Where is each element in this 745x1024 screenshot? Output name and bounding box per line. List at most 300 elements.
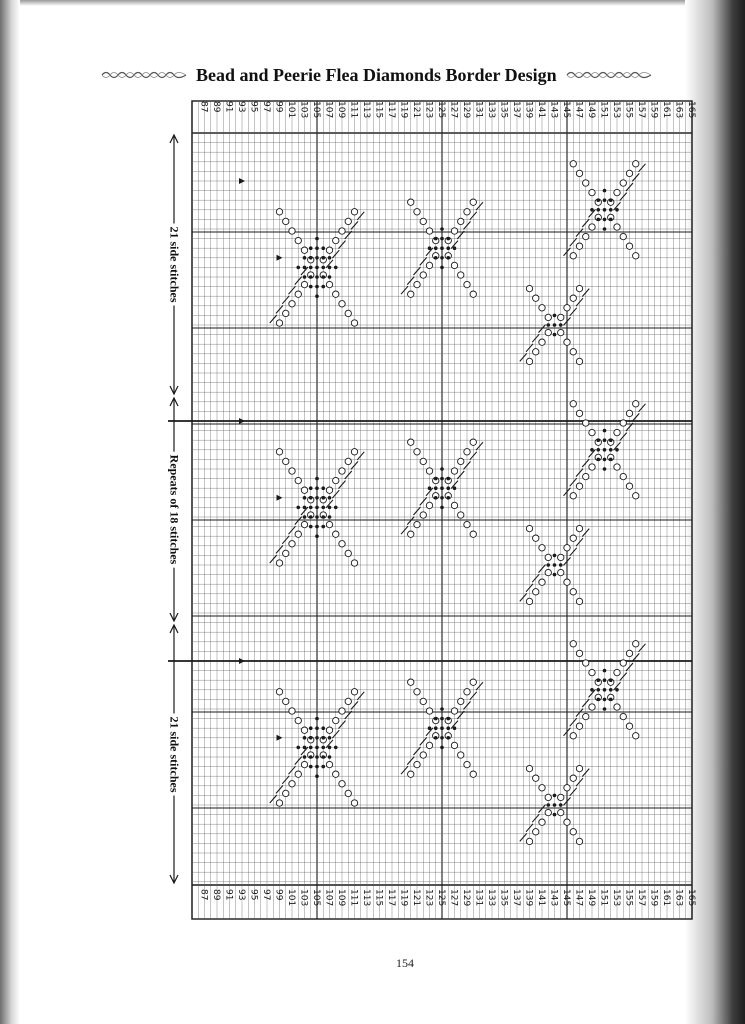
column-number-bottom: 119 — [398, 889, 409, 907]
column-number-bottom: 155 — [623, 889, 634, 907]
column-number-top: 143 — [548, 101, 559, 119]
yarn-over-symbol — [589, 669, 595, 675]
yarn-over-symbol — [570, 253, 576, 259]
bead-symbol — [609, 688, 613, 692]
column-number-top: 135 — [498, 101, 509, 119]
bead-symbol — [309, 285, 313, 289]
yarn-over-symbol — [414, 209, 420, 215]
yarn-over-symbol — [564, 819, 570, 825]
column-number-bottom: 145 — [560, 889, 571, 907]
yarn-over-symbol — [614, 669, 620, 675]
yarn-over-symbol — [289, 468, 295, 474]
column-number-bottom: 89 — [210, 889, 221, 901]
column-number-top: 161 — [660, 101, 671, 119]
column-number-top: 109 — [335, 101, 346, 119]
bead-symbol — [303, 746, 307, 750]
yarn-over-symbol — [283, 790, 289, 796]
bead-symbol — [315, 515, 319, 519]
bead-symbol — [446, 717, 450, 721]
bead-symbol — [559, 563, 563, 567]
yarn-over-symbol — [464, 521, 470, 527]
column-number-top: 95 — [248, 101, 259, 113]
bead-symbol — [303, 496, 307, 500]
yarn-over-symbol — [426, 502, 432, 508]
bead-symbol — [434, 477, 438, 481]
column-number-top: 123 — [423, 101, 434, 119]
yarn-over-symbol — [583, 180, 589, 186]
column-number-bottom: 137 — [510, 889, 521, 907]
bead-symbol — [440, 496, 444, 500]
bead-symbol — [596, 218, 600, 222]
yarn-over-symbol — [426, 262, 432, 268]
bead-symbol — [596, 458, 600, 462]
bead-symbol — [296, 266, 300, 270]
bead-symbol — [553, 803, 557, 807]
column-number-bottom: 149 — [585, 889, 596, 907]
column-number-top: 113 — [360, 101, 371, 119]
yarn-over-symbol — [420, 752, 426, 758]
yarn-over-symbol — [558, 809, 564, 815]
yarn-over-symbol — [576, 358, 582, 364]
bead-symbol — [590, 448, 594, 452]
yarn-over-symbol — [539, 339, 545, 345]
yarn-over-symbol — [414, 281, 420, 287]
yarn-over-symbol — [326, 281, 332, 287]
bead-symbol — [553, 813, 557, 817]
bead-symbol — [553, 554, 557, 558]
bead-symbol — [434, 256, 438, 260]
bead-symbol — [334, 506, 338, 510]
bead-symbol — [315, 726, 319, 730]
bead-symbol — [440, 467, 444, 471]
yarn-over-symbol — [620, 420, 626, 426]
yarn-over-symbol — [526, 525, 532, 531]
bead-symbol — [596, 448, 600, 452]
bead-symbol — [603, 707, 607, 711]
column-number-bottom: 95 — [248, 889, 259, 901]
bead-symbol — [315, 275, 319, 279]
yarn-over-symbol — [558, 314, 564, 320]
yarn-over-symbol — [283, 218, 289, 224]
yarn-over-symbol — [333, 531, 339, 537]
left-ornament-icon — [100, 69, 188, 81]
column-number-top: 139 — [523, 101, 534, 119]
column-number-top: 137 — [510, 101, 521, 119]
bead-symbol — [428, 486, 432, 490]
bead-symbol — [553, 314, 557, 318]
column-number-top: 163 — [673, 101, 684, 119]
yarn-over-symbol — [289, 541, 295, 547]
bead-symbol — [609, 208, 613, 212]
yarn-over-symbol — [301, 521, 307, 527]
bead-symbol — [440, 256, 444, 260]
column-number-bottom: 93 — [235, 889, 246, 901]
yarn-over-symbol — [526, 598, 532, 604]
yarn-over-symbol — [470, 531, 476, 537]
yarn-over-symbol — [351, 689, 357, 695]
column-number-bottom: 127 — [448, 889, 459, 907]
bead-symbol — [309, 486, 313, 490]
yarn-over-symbol — [408, 531, 414, 537]
yarn-over-symbol — [558, 569, 564, 575]
yarn-over-symbol — [539, 305, 545, 311]
bead-symbol — [309, 496, 313, 500]
yarn-over-symbol — [558, 554, 564, 560]
column-number-top: 159 — [648, 101, 659, 119]
bead-symbol — [321, 746, 325, 750]
column-number-top: 93 — [235, 101, 246, 113]
column-number-top: 127 — [448, 101, 459, 119]
bead-symbol — [446, 477, 450, 481]
column-number-bottom: 91 — [223, 889, 234, 901]
bead-symbol — [309, 515, 313, 519]
bead-symbol — [440, 227, 444, 231]
column-number-bottom: 139 — [523, 889, 534, 907]
yarn-over-symbol — [451, 502, 457, 508]
yarn-over-symbol — [420, 512, 426, 518]
bead-symbol — [603, 458, 607, 462]
yarn-over-symbol — [289, 781, 295, 787]
yarn-over-symbol — [570, 161, 576, 167]
bead-symbol — [315, 285, 319, 289]
column-number-top: 87 — [198, 101, 209, 113]
yarn-over-symbol — [614, 464, 620, 470]
bead-symbol — [603, 678, 607, 682]
yarn-over-symbol — [451, 262, 457, 268]
right-ornament-icon — [565, 69, 653, 81]
bead-symbol — [434, 726, 438, 730]
yarn-over-symbol — [345, 310, 351, 316]
bead-symbol — [328, 736, 332, 740]
chart-grid — [160, 93, 700, 923]
yarn-over-symbol — [470, 771, 476, 777]
yarn-over-symbol — [570, 589, 576, 595]
yarn-over-symbol — [545, 554, 551, 560]
bead-symbol — [546, 563, 550, 567]
column-number-bottom: 129 — [460, 889, 471, 907]
yarn-over-symbol — [626, 483, 632, 489]
yarn-over-symbol — [633, 733, 639, 739]
yarn-over-symbol — [533, 589, 539, 595]
bead-symbol — [609, 218, 613, 222]
bead-symbol — [609, 678, 613, 682]
yarn-over-symbol — [301, 761, 307, 767]
column-number-top: 157 — [635, 101, 646, 119]
bead-symbol — [603, 227, 607, 231]
bead-symbol — [296, 746, 300, 750]
yarn-over-symbol — [620, 473, 626, 479]
bead-symbol — [453, 246, 457, 250]
bead-symbol — [603, 467, 607, 471]
yarn-over-symbol — [614, 224, 620, 230]
column-number-bottom: 147 — [573, 889, 584, 907]
yarn-over-symbol — [276, 689, 282, 695]
bead-symbol — [315, 294, 319, 298]
side-label-top: 21 side stitches — [167, 224, 182, 306]
yarn-over-symbol — [408, 439, 414, 445]
bead-symbol — [603, 688, 607, 692]
page-top-shadow — [0, 0, 745, 6]
bead-symbol — [328, 755, 332, 759]
bead-symbol — [434, 496, 438, 500]
column-number-bottom: 159 — [648, 889, 659, 907]
column-number-top: 131 — [473, 101, 484, 119]
yarn-over-symbol — [426, 708, 432, 714]
yarn-over-symbol — [570, 295, 576, 301]
bead-symbol — [321, 266, 325, 270]
bead-symbol — [434, 246, 438, 250]
bead-symbol — [321, 726, 325, 730]
yarn-over-symbol — [526, 838, 532, 844]
yarn-over-symbol — [333, 771, 339, 777]
bead-symbol — [446, 486, 450, 490]
side-label-repeat: Repeats of 18 stitches — [166, 452, 181, 568]
yarn-over-symbol — [570, 493, 576, 499]
yarn-over-symbol — [564, 339, 570, 345]
yarn-over-symbol — [276, 209, 282, 215]
yarn-over-symbol — [533, 295, 539, 301]
yarn-over-symbol — [583, 713, 589, 719]
yarn-over-symbol — [345, 790, 351, 796]
bead-symbol — [603, 189, 607, 193]
bead-symbol — [309, 736, 313, 740]
yarn-over-symbol — [576, 723, 582, 729]
bead-symbol — [603, 208, 607, 212]
bead-symbol — [615, 208, 619, 212]
yarn-over-symbol — [339, 781, 345, 787]
yarn-over-symbol — [589, 224, 595, 230]
column-number-bottom: 99 — [273, 889, 284, 901]
yarn-over-symbol — [451, 228, 457, 234]
bead-symbol — [596, 688, 600, 692]
yarn-over-symbol — [576, 285, 582, 291]
yarn-over-symbol — [570, 733, 576, 739]
bead-symbol — [559, 323, 563, 327]
column-number-top: 155 — [623, 101, 634, 119]
column-number-bottom: 103 — [298, 889, 309, 907]
column-number-top: 151 — [598, 101, 609, 119]
yarn-over-symbol — [295, 717, 301, 723]
bead-symbol — [596, 198, 600, 202]
column-number-bottom: 133 — [485, 889, 496, 907]
bead-symbol — [303, 736, 307, 740]
bead-symbol — [328, 496, 332, 500]
bead-symbol — [315, 717, 319, 721]
yarn-over-symbol — [545, 329, 551, 335]
yarn-over-symbol — [526, 285, 532, 291]
bead-symbol — [303, 506, 307, 510]
yarn-over-symbol — [583, 233, 589, 239]
bead-symbol — [603, 198, 607, 202]
yarn-over-symbol — [620, 713, 626, 719]
bead-symbol — [609, 458, 613, 462]
bead-symbol — [440, 736, 444, 740]
yarn-over-symbol — [408, 679, 414, 685]
yarn-over-symbol — [289, 708, 295, 714]
bead-symbol — [328, 256, 332, 260]
yarn-over-symbol — [458, 272, 464, 278]
bead-symbol — [434, 237, 438, 241]
yarn-over-symbol — [289, 228, 295, 234]
bead-symbol — [446, 496, 450, 500]
yarn-over-symbol — [414, 761, 420, 767]
bead-symbol — [309, 525, 313, 529]
yarn-over-symbol — [295, 291, 301, 297]
column-number-bottom: 151 — [598, 889, 609, 907]
yarn-over-symbol — [458, 698, 464, 704]
yarn-over-symbol — [289, 301, 295, 307]
yarn-over-symbol — [589, 189, 595, 195]
bead-symbol — [428, 726, 432, 730]
yarn-over-symbol — [301, 487, 307, 493]
side-label-bottom: 21 side stitches — [167, 713, 182, 795]
yarn-over-symbol — [626, 243, 632, 249]
yarn-over-symbol — [283, 458, 289, 464]
bead-symbol — [590, 208, 594, 212]
yarn-over-symbol — [408, 291, 414, 297]
bead-symbol — [315, 774, 319, 778]
bead-symbol — [603, 429, 607, 433]
bead-symbol — [315, 486, 319, 490]
yarn-over-symbol — [583, 473, 589, 479]
bead-symbol — [596, 438, 600, 442]
column-number-top: 153 — [610, 101, 621, 119]
bead-symbol — [446, 237, 450, 241]
bead-symbol — [609, 438, 613, 442]
bead-symbol — [315, 266, 319, 270]
yarn-over-symbol — [614, 189, 620, 195]
yarn-over-symbol — [558, 329, 564, 335]
column-number-bottom: 97 — [260, 889, 271, 901]
yarn-over-symbol — [545, 314, 551, 320]
yarn-over-symbol — [301, 247, 307, 253]
bead-symbol — [315, 246, 319, 250]
bead-symbol — [596, 678, 600, 682]
bead-symbol — [321, 275, 325, 279]
bead-symbol — [428, 246, 432, 250]
bead-symbol — [321, 486, 325, 490]
yarn-over-symbol — [326, 761, 332, 767]
bead-symbol — [321, 496, 325, 500]
yarn-over-symbol — [295, 771, 301, 777]
bead-symbol — [546, 803, 550, 807]
yarn-over-symbol — [539, 819, 545, 825]
bead-symbol — [309, 266, 313, 270]
bead-symbol — [315, 765, 319, 769]
bead-symbol — [315, 746, 319, 750]
bead-symbol — [309, 246, 313, 250]
yarn-over-symbol — [589, 704, 595, 710]
bead-symbol — [309, 506, 313, 510]
yarn-over-symbol — [464, 449, 470, 455]
column-number-bottom: 141 — [535, 889, 546, 907]
yarn-over-symbol — [576, 410, 582, 416]
bead-symbol — [440, 246, 444, 250]
yarn-over-symbol — [545, 809, 551, 815]
bead-symbol — [434, 736, 438, 740]
yarn-over-symbol — [526, 765, 532, 771]
bead-symbol — [315, 534, 319, 538]
yarn-over-symbol — [576, 765, 582, 771]
bead-symbol — [440, 746, 444, 750]
yarn-over-symbol — [558, 794, 564, 800]
bead-symbol — [609, 448, 613, 452]
bead-symbol — [440, 486, 444, 490]
yarn-over-symbol — [351, 209, 357, 215]
yarn-over-symbol — [564, 305, 570, 311]
yarn-over-symbol — [583, 660, 589, 666]
bead-symbol — [553, 323, 557, 327]
yarn-over-symbol — [345, 698, 351, 704]
yarn-over-symbol — [301, 727, 307, 733]
bead-symbol — [440, 717, 444, 721]
yarn-over-symbol — [533, 775, 539, 781]
yarn-over-symbol — [276, 560, 282, 566]
bead-symbol — [321, 736, 325, 740]
column-number-bottom: 109 — [335, 889, 346, 907]
bead-symbol — [321, 525, 325, 529]
yarn-over-symbol — [545, 569, 551, 575]
column-number-bottom: 87 — [198, 889, 209, 901]
yarn-over-symbol — [458, 752, 464, 758]
yarn-over-symbol — [570, 535, 576, 541]
yarn-over-symbol — [351, 320, 357, 326]
yarn-over-symbol — [620, 180, 626, 186]
bead-symbol — [321, 506, 325, 510]
page-title: Bead and Peerie Flea Diamonds Border Design — [196, 64, 557, 85]
bead-symbol — [446, 736, 450, 740]
yarn-over-symbol — [570, 401, 576, 407]
yarn-over-symbol — [420, 698, 426, 704]
yarn-over-symbol — [333, 717, 339, 723]
column-number-bottom: 153 — [610, 889, 621, 907]
title-row — [100, 62, 690, 88]
bead-symbol — [315, 256, 319, 260]
yarn-over-symbol — [326, 727, 332, 733]
bead-symbol — [440, 266, 444, 270]
yarn-over-symbol — [626, 650, 632, 656]
column-number-bottom: 163 — [673, 889, 684, 907]
bead-symbol — [315, 496, 319, 500]
yarn-over-symbol — [570, 829, 576, 835]
column-number-top: 115 — [373, 101, 384, 119]
yarn-over-symbol — [576, 483, 582, 489]
yarn-over-symbol — [614, 704, 620, 710]
yarn-over-symbol — [339, 228, 345, 234]
bead-symbol — [315, 477, 319, 481]
yarn-over-symbol — [576, 838, 582, 844]
yarn-over-symbol — [339, 468, 345, 474]
bead-symbol — [440, 477, 444, 481]
column-number-bottom: 123 — [423, 889, 434, 907]
yarn-over-symbol — [576, 650, 582, 656]
yarn-over-symbol — [564, 545, 570, 551]
yarn-over-symbol — [295, 237, 301, 243]
yarn-over-symbol — [339, 708, 345, 714]
column-number-top: 89 — [210, 101, 221, 113]
column-number-bottom: 135 — [498, 889, 509, 907]
yarn-over-symbol — [464, 281, 470, 287]
yarn-over-symbol — [576, 170, 582, 176]
yarn-over-symbol — [539, 579, 545, 585]
yarn-over-symbol — [301, 281, 307, 287]
column-number-bottom: 161 — [660, 889, 671, 907]
yarn-over-symbol — [564, 785, 570, 791]
column-number-top: 107 — [323, 101, 334, 119]
bead-symbol — [453, 726, 457, 730]
bead-symbol — [309, 755, 313, 759]
column-number-top: 117 — [385, 101, 396, 119]
